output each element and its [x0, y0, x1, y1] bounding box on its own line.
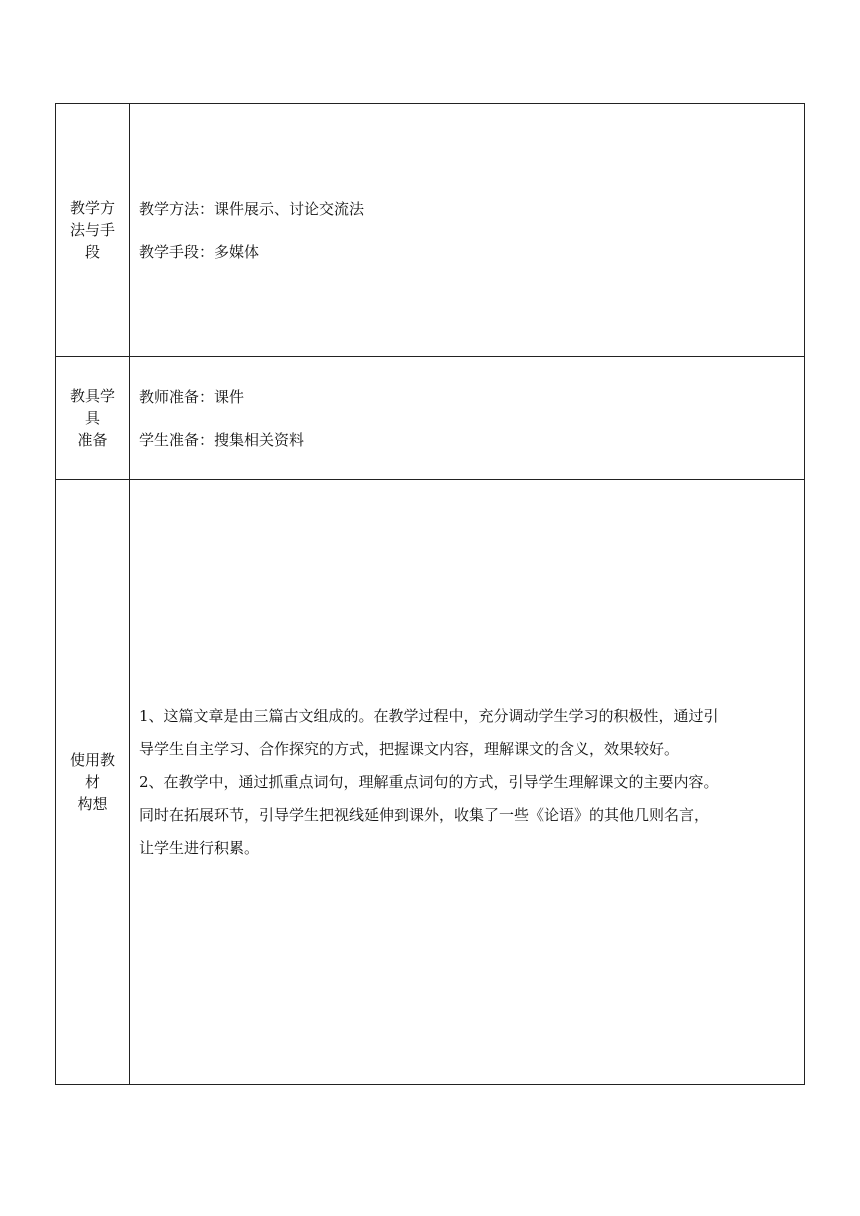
label-line: 具: [84, 409, 100, 427]
student-prep-text: 学生准备：搜集相关资料: [139, 430, 305, 449]
reflection-line: 让学生进行积累。: [139, 838, 260, 857]
reflection-line: 2、在教学中，通过抓重点词句，理解重点词句的方式，引导学生理解课文的主要内容。: [139, 772, 719, 791]
content-teaching-methods: [130, 104, 805, 357]
content-material-reflection: [130, 480, 805, 1085]
row-teaching-methods: [56, 104, 805, 357]
label-line: 段: [84, 243, 100, 261]
reflection-line: 1、这篇文章是由三篇古文组成的。在教学过程中，充分调动学生学习的积极性，通过引: [139, 706, 719, 725]
reflection-line: 同时在拓展环节，引导学生把视线延伸到课外，收集了一些《论语》的其他几则名言，: [139, 805, 710, 824]
label-teaching-tools: [56, 357, 130, 480]
teaching-method-text: 教学方法：课件展示、讨论交流法: [139, 199, 365, 218]
label-material-reflection: [56, 480, 130, 1085]
label-line: 教学方: [69, 199, 115, 217]
reflection-line: 导学生自主学习、合作探究的方式，把握课文内容，理解课文的含义，效果较好。: [139, 739, 680, 758]
label-line: 法与手: [69, 221, 115, 239]
content-teaching-tools: [130, 357, 805, 480]
teacher-prep-text: 教师准备：课件: [139, 387, 245, 406]
label-line: 教具学: [69, 387, 115, 405]
label-teaching-methods: [56, 104, 130, 357]
label-line: 材: [84, 773, 100, 791]
label-line: 使用教: [69, 751, 115, 769]
row-material-reflection: [56, 480, 805, 1085]
teaching-means-text: 教学手段：多媒体: [139, 242, 260, 261]
label-line: 准备: [77, 431, 108, 449]
label-line: 构想: [77, 795, 108, 813]
row-teaching-tools: [56, 357, 805, 480]
lesson-plan-table: [55, 103, 805, 1085]
